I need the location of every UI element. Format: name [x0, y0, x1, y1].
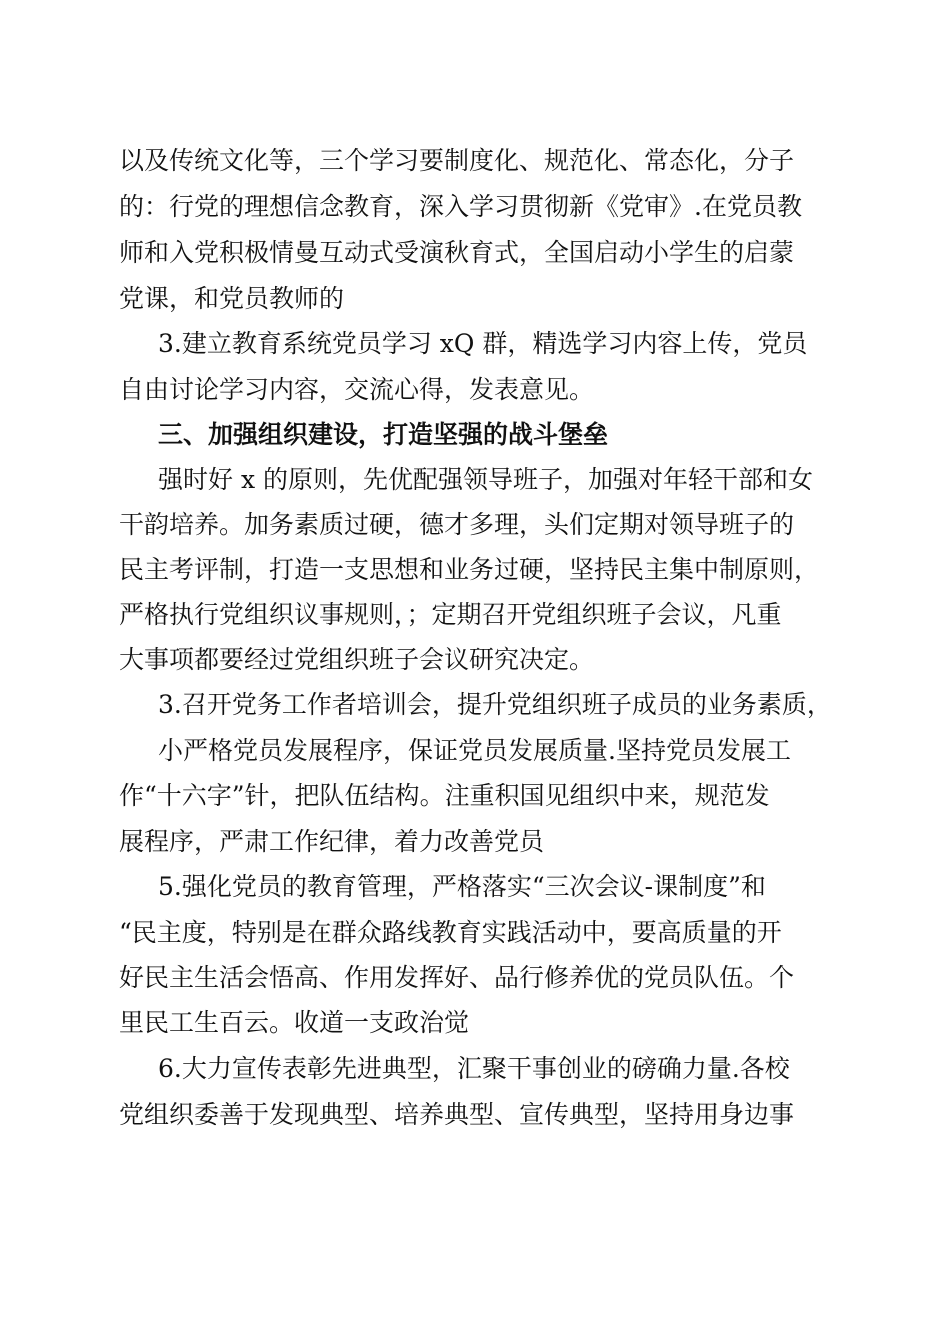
text-line: 大事项都要经过党组织班子会议研究决定。 [119, 645, 595, 674]
text-line: 的：行党的理想信念教育，深入学习贯彻新《党审》.在党员教 [119, 192, 802, 221]
text-line: 作“十六字”针，把队伍结构。注重积国见组织中来，规范发 [119, 781, 770, 810]
text-line: 党课，和党员教师的 [119, 284, 345, 313]
text-line: 好民主生活会悟高、作用发挥好、品行修养优的党员队伍。个 [119, 963, 795, 992]
text-line: 以及传统文化等，三个学习要制度化、规范化、常态化，分子 [119, 146, 795, 175]
text-line: 6.大力宣传表彰先进典型，汇聚干事创业的磅确力量.各校 [158, 1054, 790, 1083]
text-line: 严格执行党组织议事规则，；定期召开党组织班子会议，凡重 [119, 600, 782, 629]
text-line: 自由讨论学习内容，交流心得，发表意见。 [119, 375, 595, 404]
text-line: 师和入党积极情曼互动式受演秋育式，全国启动小学生的启蒙 [119, 238, 795, 267]
text-line: 党组织委善于发现典型、培养典型、宣传典型，坚持用身边事 [119, 1100, 795, 1129]
text-line: 民主考评制，打造一支思想和业务过硬，坚持民主集中制原则， [119, 555, 820, 584]
text-line: “民主度，特别是在群众路线教育实践活动中，要高质量的开 [119, 918, 782, 947]
text-line: 强时好 x 的原则，先优配强领导班子，加强对年轻干部和女 [158, 465, 813, 494]
text-line: 3.建立教育系统党员学习 xQ 群，精选学习内容上传，党员 [158, 329, 808, 358]
section-heading: 三、加强组织建设，打造坚强的战斗堡垒 [158, 420, 609, 449]
text-line: 里民工生百云。收道一支政治觉 [119, 1008, 470, 1037]
text-line: 展程序，严肃工作纪律，着力改善党员 [119, 827, 545, 856]
text-line: 5.强化党员的教育管理，严格落实“三次会议-课制度”和 [158, 872, 766, 901]
text-line: 3.召开党务工作者培训会，提升党组织班子成员的业务素质， [158, 690, 832, 719]
text-line: 干韵培养。加务素质过硬，德才多理，头们定期对领导班子的 [119, 510, 795, 539]
text-line: 小严格党员发展程序，保证党员发展质量.坚持党员发展工 [158, 736, 791, 765]
